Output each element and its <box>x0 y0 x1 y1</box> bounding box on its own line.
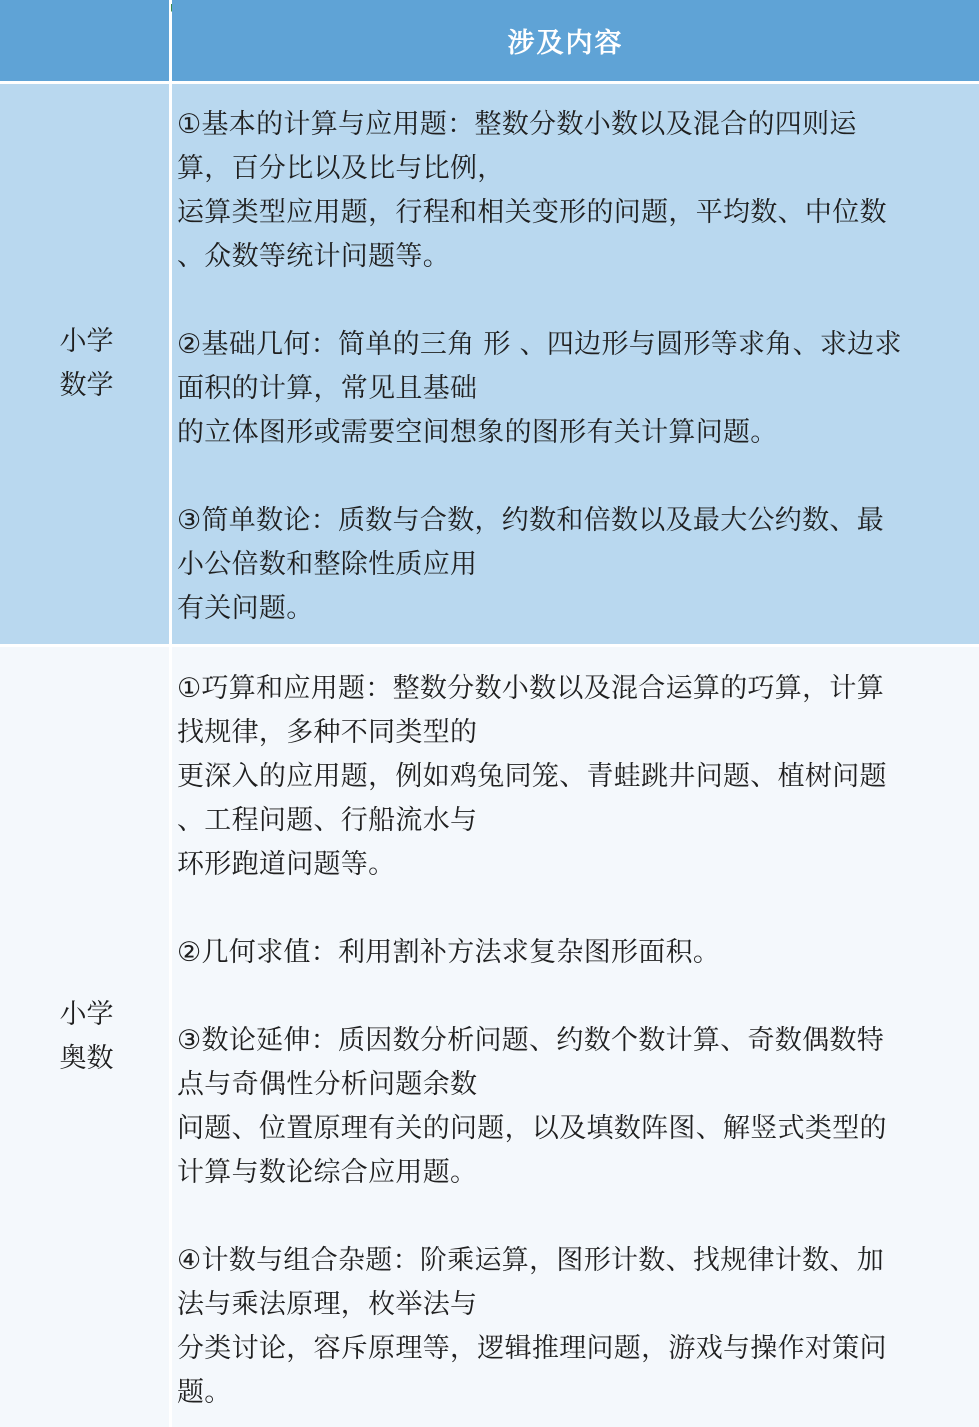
content-line: ①巧算和应用题：整数分数小数以及混合运算的巧算，计算 <box>177 673 885 704</box>
content-line: 分类讨论，容斥原理等，逻辑推理问题，游戏与操作对策问 <box>177 1333 887 1364</box>
header-title: 涉及内容 <box>507 28 624 59</box>
row-content-cell-math <box>172 84 979 644</box>
content-line: 、工程问题、行船流水与 <box>177 805 478 836</box>
row-label-line: 小学 <box>59 999 114 1030</box>
content-line: 运算类型应用题，行程和相关变形的问题，平均数、中位数 <box>177 197 887 228</box>
content-line: 问题、位置原理有关的问题，以及填数阵图、解竖式类型的 <box>177 1113 887 1144</box>
content-line: 计算与数论综合应用题。 <box>177 1157 478 1188</box>
content-line: 面积的计算，常见且基础 <box>177 373 478 404</box>
row-label-line: 数学 <box>59 370 114 401</box>
content-line: 算，百分比以及比与比例， <box>177 153 505 184</box>
content-line: 点与奇偶性分析问题余数 <box>177 1069 478 1100</box>
content-line: 更深入的应用题，例如鸡兔同笼、青蛙跳井问题、植树问题 <box>177 761 887 792</box>
content-line: 小公倍数和整除性质应用 <box>177 549 478 580</box>
content-line: 找规律，多种不同类型的 <box>177 717 478 748</box>
row-label-math <box>57 320 117 408</box>
row-label-line: 奥数 <box>59 1043 114 1074</box>
row-label-cell-math <box>0 84 169 644</box>
row-label-line: 小学 <box>59 326 114 357</box>
content-line: ④计数与组合杂题：阶乘运算，图形计数、找规律计数、加 <box>177 1245 885 1276</box>
content-line: 的立体图形或需要空间想象的图形有关计算问题。 <box>177 417 778 448</box>
content-line: 法与乘法原理，枚举法与 <box>177 1289 478 1320</box>
content-line: ②基础几何：简单的三角 形 、四边形与圆形等求角、求边求 <box>177 329 902 360</box>
row-label-cell-olympiad <box>0 647 169 1427</box>
content-line: ③数论延伸：质因数分析问题、约数个数计算、奇数偶数特 <box>177 1025 885 1056</box>
content-line: 环形跑道问题等。 <box>177 849 396 880</box>
content-line: 、众数等统计问题等。 <box>177 241 450 272</box>
row-label-olympiad <box>57 993 117 1081</box>
header-cell-content <box>172 0 979 81</box>
content-line: ①基本的计算与应用题：整数分数小数以及混合的四则运 <box>177 109 857 140</box>
content-line: ③简单数论：质数与合数，约数和倍数以及最大公约数、最 <box>177 505 885 536</box>
content-line: 有关问题。 <box>177 593 314 624</box>
content-line: ②几何求值：利用割补方法求复杂图形面积。 <box>177 937 721 968</box>
header-cell-empty <box>0 0 169 81</box>
row-content-cell-olympiad <box>172 647 979 1427</box>
content-line: 题。 <box>177 1377 232 1408</box>
